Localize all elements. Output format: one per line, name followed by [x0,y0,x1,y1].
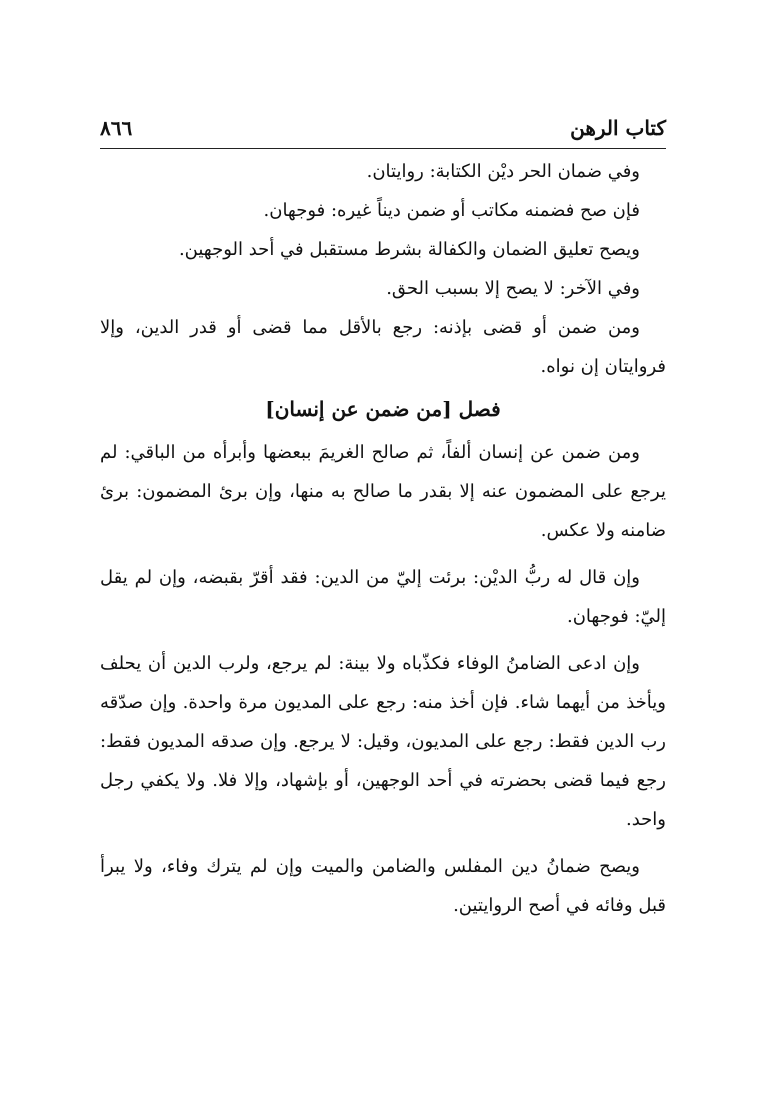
paragraph-4: وفي الآخر: لا يصح إلا بسبب الحق. [386,278,640,299]
paragraph-3: ويصح تعليق الضمان والكفالة بشرط مستقبل في أحد الوجهين. [178,239,640,260]
page-body [100,152,666,925]
page-header [100,112,666,149]
paragraph-5: ومن ضمن أو قضى بإذنه: رجع بالأقل مما قضى أو قدر الدين، وإلا فروايتان إن نواه. [100,317,666,377]
page-number: ٨٦٦ [100,116,133,140]
section-heading: فصل [من ضمن عن إنسان] [265,397,501,421]
paragraph-6: ومن ضمن عن إنسان ألفاً، ثم صالح الغريمَ ببعضها وأبرأه من الباقي: لم يرجع على المضمون عنه إلا بقدر ما صالح به منها، وإن برئ المضمون: برئ ضامنه ولا عكس. [100,442,666,541]
paragraph-8: وإن ادعى الضامنُ الوفاء فكذّباه ولا بينة: لم يرجع، ولرب الدين أن يحلف ويأخذ من أيهما شاء. فإن أخذ منه: رجع على المديون مرة واحدة. وإن صدّقه رب الدين فقط: رجع على المديون، وقيل: لا يرجع. وإن صدقه المديون فقط: رجع فيما قضى بحضرته في أحد الوجهين، أو بإشهاد، وإلا فلا. ولا يكفي رجل واحد. [100,653,666,830]
paragraph-7: وإن قال له ربُّ الديْن: برئت إليّ من الدين: فقد أقرّ بقبضه، وإن لم يقل إليّ: فوجهان. [100,567,666,627]
paragraph-2: فإن صح فضمنه مكاتب أو ضمن ديناً غيره: فوجهان. [263,200,640,221]
paragraph-1: وفي ضمان الحر ديْن الكتابة: روايتان. [366,161,640,182]
paragraph-9: ويصح ضمانُ دين المفلس والضامن والميت وإن لم يترك وفاء، ولا يبرأ قبل وفائه في أصح الروايتين. [100,856,666,916]
running-title: كتاب الرهن [570,116,666,140]
